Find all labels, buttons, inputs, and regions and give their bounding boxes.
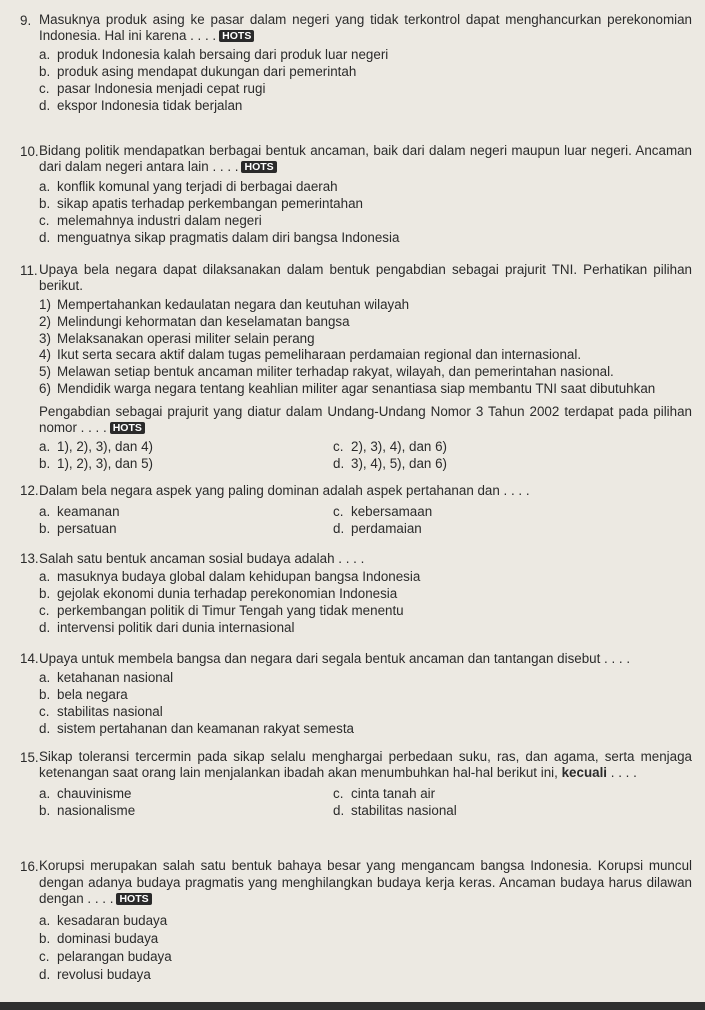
option-c (333, 785, 633, 802)
option-letter: d. (333, 521, 345, 536)
option-letter: c. (333, 504, 344, 519)
option-letter: d. (39, 620, 51, 635)
options-list (39, 669, 692, 737)
statement-text: Ikut serta secara aktif dalam tugas pemeliharaan perdamaian regional dan internasional. (57, 347, 582, 363)
option-letter: a. (39, 670, 51, 685)
option-letter: d. (39, 230, 51, 245)
hots-badge: HOTS (110, 422, 145, 434)
option-text: 2), 3), 4), dan 6) (351, 438, 448, 454)
option-c (39, 212, 692, 229)
stem-text: Sikap toleransi tercermin pada sikap selalu menghargai perbedaan suku, ras, dan agama, serta menjaga ketenangan saat orang lain menjalankan ibadah akan menumbuhkan hal-hal berikut ini, (39, 749, 692, 780)
option-letter: d. (39, 98, 51, 113)
option-text: kesadaran budaya (57, 912, 168, 928)
statement-number: 2) (39, 313, 51, 329)
option-letter: c. (39, 213, 50, 228)
option-b (39, 585, 692, 602)
stem-text: Korupsi merupakan salah satu bentuk bahaya besar yang mengancam bangsa Indonesia. Korupsi muncul dengan adanya budaya pragmatis yang menghilangkan budaya kerja keras. Ancaman budaya harus dilawan dengan . . . . (39, 858, 692, 906)
option-text: nasionalisme (57, 803, 136, 818)
option-text: keamanan (57, 504, 120, 519)
option-letter: b. (39, 586, 51, 601)
statement-text: Melaksanakan operasi militer selain perang (57, 330, 315, 346)
options-list (39, 912, 692, 984)
option-text: perdamaian (351, 521, 422, 536)
question-prompt (39, 404, 692, 436)
option-text: kebersamaan (351, 504, 433, 519)
option-letter: d. (333, 803, 345, 818)
option-text: ketahanan nasional (57, 670, 174, 685)
option-c (39, 602, 692, 619)
options-list (39, 178, 692, 246)
option-letter: b. (39, 64, 51, 79)
option-text: dominasi budaya (57, 930, 159, 946)
options-grid (39, 785, 692, 819)
statement-2 (39, 314, 692, 331)
option-letter: b. (39, 687, 51, 702)
question-stem (39, 858, 692, 908)
option-text: perkembangan politik di Timur Tengah yang tidak menentu (57, 603, 404, 618)
option-b (39, 195, 692, 212)
option-a (39, 46, 692, 63)
option-text: pelarangan budaya (57, 948, 172, 964)
option-letter: a. (39, 786, 51, 801)
option-text: stabilitas nasional (351, 803, 457, 818)
option-c (39, 948, 692, 966)
option-c (39, 703, 692, 720)
option-c (39, 80, 692, 97)
option-text: produk asing mendapat dukungan dari pemerintah (57, 64, 357, 79)
option-a (39, 785, 333, 802)
option-letter: c. (39, 81, 50, 96)
question-stem: Upaya untuk membela bangsa dan negara dari segala bentuk ancaman dan tantangan disebut . . . . (39, 651, 631, 666)
question-number: 13. (20, 551, 39, 566)
question-stem (39, 143, 692, 175)
option-letter: c. (39, 603, 50, 618)
option-a (39, 438, 333, 455)
option-d (333, 802, 633, 819)
statement-number: 4) (39, 347, 51, 363)
option-b (39, 520, 333, 537)
hots-badge: HOTS (241, 161, 276, 173)
option-text: intervensi politik dari dunia internasional (57, 620, 295, 635)
question-number: 9. (20, 13, 32, 28)
question-number: 16. (20, 859, 39, 874)
option-letter: c. (39, 948, 50, 964)
question-number: 15. (20, 750, 39, 765)
option-text: produk Indonesia kalah bersaing dari produk luar negeri (57, 47, 389, 62)
page-bottom-edge (0, 1002, 705, 1010)
option-letter: b. (39, 521, 51, 536)
option-d (39, 229, 692, 246)
hots-badge: HOTS (116, 893, 151, 905)
stem-text: Bidang politik mendapatkan berbagai bentuk ancaman, baik dari dalam negeri maupun luar negeri. Ancaman dari dalam negeri antara lain . . . . (39, 143, 692, 174)
option-a (39, 669, 692, 686)
option-text: bela negara (57, 687, 128, 702)
option-letter: d. (39, 966, 51, 982)
question-stem (39, 12, 692, 44)
option-b (39, 455, 333, 472)
option-letter: a. (39, 179, 51, 194)
question-number: 10. (20, 144, 39, 159)
statement-text: Mendidik warga negara tentang keahlian militer agar senantiasa siap membantu TNI saat dibutuhkan (57, 380, 656, 396)
options-grid (39, 503, 692, 537)
option-letter: c. (333, 438, 344, 454)
question-stem: Dalam bela negara aspek yang paling dominan adalah aspek pertahanan dan . . . . (39, 483, 530, 498)
statement-5 (39, 364, 692, 381)
question-stem (39, 749, 692, 781)
option-letter: a. (39, 569, 51, 584)
stem-text: Masuknya produk asing ke pasar dalam negeri yang tidak terkontrol dapat menghancurkan perekonomian Indonesia. Hal ini karena . . . . (39, 12, 692, 43)
option-text: pasar Indonesia menjadi cepat rugi (57, 81, 266, 96)
option-text: gejolak ekonomi dunia terhadap perekonomian Indonesia (57, 586, 398, 601)
options-list (39, 568, 692, 636)
option-text: sistem pertahanan dan keamanan rakyat semesta (57, 721, 354, 736)
question-number: 14. (20, 651, 39, 666)
statement-text: Melawan setiap bentuk ancaman militer terhadap rakyat, wilayah, dan pemerintahan nasional. (57, 364, 614, 380)
option-d (39, 720, 692, 737)
question-number: 12. (20, 483, 39, 498)
option-letter: a. (39, 504, 51, 519)
option-letter: a. (39, 912, 51, 928)
question-9 (20, 12, 692, 114)
option-a (39, 503, 333, 520)
question-stem: Upaya bela negara dapat dilaksanakan dalam bentuk pengabdian sebagai prajurit TNI. Perhatikan pilihan berikut. (39, 262, 692, 293)
option-d (333, 520, 633, 537)
option-text: sikap apatis terhadap perkembangan pemerintahan (57, 196, 363, 211)
question-10 (20, 143, 692, 246)
option-b (39, 802, 333, 819)
stem-ellipsis: . . . . (607, 765, 637, 780)
option-text: persatuan (57, 521, 117, 536)
option-letter: a. (39, 47, 51, 62)
question-16 (20, 858, 692, 984)
prompt-text: Pengabdian sebagai prajurit yang diatur dalam Undang-Undang Nomor 3 Tahun 2002 terdapat pada pilihan nomor . . . . (39, 403, 692, 435)
statement-6 (39, 381, 692, 398)
statement-number: 5) (39, 364, 51, 380)
option-b (39, 930, 692, 948)
option-letter: b. (39, 455, 51, 471)
hots-badge: HOTS (219, 30, 254, 42)
option-a (39, 912, 692, 930)
option-letter: d. (39, 721, 51, 736)
option-text: cinta tanah air (351, 786, 436, 801)
option-text: 1), 2), 3), dan 5) (57, 455, 154, 471)
option-text: 3), 4), 5), dan 6) (351, 455, 448, 471)
option-letter: a. (39, 438, 51, 454)
question-13 (20, 550, 692, 636)
question-14 (20, 650, 692, 737)
option-text: konflik komunal yang terjadi di berbagai daerah (57, 179, 338, 194)
option-letter: b. (39, 803, 51, 818)
option-text: masuknya budaya global dalam kehidupan bangsa Indonesia (57, 569, 421, 584)
option-b (39, 686, 692, 703)
option-text: ekspor Indonesia tidak berjalan (57, 98, 243, 113)
option-c (333, 503, 633, 520)
statement-text: Mempertahankan kedaulatan negara dan keutuhan wilayah (57, 297, 410, 312)
question-12 (20, 482, 692, 537)
option-d (333, 455, 633, 472)
statement-text: Melindungi kehormatan dan keselamatan bangsa (57, 313, 350, 329)
statement-list (39, 297, 692, 398)
statement-number: 6) (39, 380, 51, 396)
options-grid (39, 438, 692, 472)
statement-number: 3) (39, 330, 51, 346)
question-number: 11. (20, 263, 38, 278)
statement-4 (39, 347, 692, 364)
question-15 (20, 749, 692, 819)
option-a (39, 178, 692, 195)
option-letter: c. (333, 786, 344, 801)
option-b (39, 63, 692, 80)
option-text: 1), 2), 3), dan 4) (57, 438, 154, 454)
options-list (39, 46, 692, 114)
option-a (39, 568, 692, 585)
statement-number: 1) (39, 297, 51, 312)
option-d (39, 619, 692, 636)
question-11 (20, 262, 692, 472)
option-text: melemahnya industri dalam negeri (57, 213, 262, 228)
option-letter: b. (39, 196, 51, 211)
option-text: menguatnya sikap pragmatis dalam diri bangsa Indonesia (57, 230, 400, 245)
statement-3 (39, 331, 692, 348)
option-c (333, 438, 633, 455)
option-letter: d. (333, 455, 345, 471)
option-d (39, 97, 692, 114)
option-text: stabilitas nasional (57, 704, 163, 719)
statement-1 (39, 297, 692, 314)
option-text: revolusi budaya (57, 966, 151, 982)
option-letter: b. (39, 930, 51, 946)
option-text: chauvinisme (57, 786, 132, 801)
option-letter: c. (39, 704, 50, 719)
stem-keyword: kecuali (561, 765, 608, 780)
option-d (39, 966, 692, 984)
question-stem: Salah satu bentuk ancaman sosial budaya adalah . . . . (39, 551, 365, 566)
